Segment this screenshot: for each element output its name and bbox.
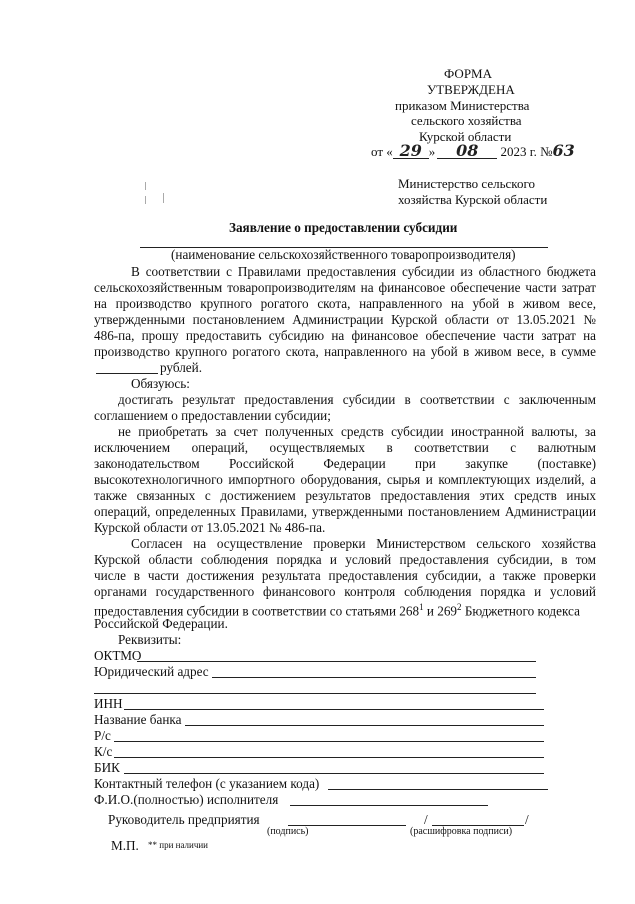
p2-line-1: достигать результат предоставления субсидии в соответствии с заключенным <box>118 392 596 407</box>
sum-blank-line <box>96 373 158 374</box>
p4-line-5: предоставления субсидии в соответствии со статьями $268^1$ и $269^2$ Бюджетного кодекса <box>94 602 580 619</box>
p4-line-3: числе в части достижения результата предоставления субсидии, а также проверки <box>94 568 596 583</box>
p3-line-7: Курской области от 13.05.2021 № 486-па. <box>94 520 326 535</box>
date-day: 29 <box>393 144 429 159</box>
inn-field[interactable] <box>124 709 544 710</box>
seal-note: ** при наличии <box>148 840 208 850</box>
seal-label: М.П. <box>111 838 139 853</box>
date-month: 08 <box>437 144 497 159</box>
order-line-2: сельского хозяйства <box>411 113 522 128</box>
bik-field[interactable] <box>124 773 544 774</box>
scan-mark <box>163 193 164 203</box>
p3-line-6: операций, определенных Правилами, утвержденными постановлением Администрации <box>94 504 596 519</box>
p1-line-2: сельскохозяйственным товаропроизводителям на финансовое обеспечение части затрат <box>94 280 596 295</box>
p3-line-4: высокотехнологичного импортного оборудования, сырья и комплектующих изделий, а <box>94 472 596 487</box>
head-label: Руководитель предприятия <box>108 812 260 827</box>
obligations-label: Обязуюсь: <box>131 376 190 391</box>
legal-address-field-2[interactable] <box>94 693 536 694</box>
scan-mark <box>145 196 146 204</box>
p3-line-5: также связанных с достижением результатов предоставления этих средств иных <box>94 488 596 503</box>
p4-line-2: Курской области соблюдения порядка и условий предоставления субсидии, в том <box>94 552 596 567</box>
sign-caption: (подпись) <box>267 826 309 837</box>
slash-1: / <box>424 812 428 827</box>
ks-label: К/с <box>94 744 113 759</box>
order-number: 63 <box>552 141 575 160</box>
addressee-line-1: Министерство сельского <box>398 176 535 191</box>
order-date-line <box>371 141 575 160</box>
bank-name-label: Название банка <box>94 712 182 727</box>
order-line-1: приказом Министерства <box>395 98 530 113</box>
form-label: ФОРМА <box>444 66 492 81</box>
decode-caption: (расшифровка подписи) <box>410 826 513 837</box>
p2-line-2: соглашением о предоставлении субсидии; <box>94 408 331 423</box>
rs-field[interactable] <box>114 741 544 742</box>
phone-label: Контактный телефон (с указанием кода) <box>94 776 320 791</box>
addressee-line-2: хозяйства Курской области <box>398 192 548 207</box>
producer-caption: (наименование сельскохозяйственного товаропроизводителя) <box>171 247 516 262</box>
p3-line-1: не приобретать за счет полученных средств субсидии иностранной валюты, за <box>118 424 596 439</box>
p4-and: и 269 <box>426 603 458 619</box>
order-line-3: Курской области <box>419 129 512 144</box>
date-year: 2023 г. № <box>500 144 553 159</box>
oktmo-label: ОКТМО <box>94 648 142 663</box>
sup-1: 1 <box>419 602 424 612</box>
executor-label: Ф.И.О.(полностью) исполнителя <box>94 792 279 807</box>
bik-label: БИК <box>94 760 120 775</box>
executor-field[interactable] <box>290 805 488 806</box>
document-title: Заявление о предоставлении субсидии <box>229 220 458 235</box>
legal-address-field[interactable] <box>212 677 536 678</box>
p1-line-1: В соответствии с Правилами предоставления субсидии из областного бюджета <box>131 264 596 279</box>
requisites-title: Реквизиты: <box>118 632 182 647</box>
ks-field[interactable] <box>114 757 544 758</box>
phone-field[interactable] <box>328 789 548 790</box>
p3-line-2: исключением операций, осуществляемых в соответствии с валютным <box>94 440 596 455</box>
oktmo-field[interactable] <box>137 661 536 662</box>
sum-suffix: рублей. <box>160 360 203 375</box>
p1-line-3: на производство крупного рогатого скота, направленного на убой в живом весе, <box>94 296 596 311</box>
p1-line-4: утвержденными постановлением Администрации Курской области от 13.05.2021 № <box>94 312 596 327</box>
slash-2: / <box>525 812 529 827</box>
p4-line-4: органами государственного финансового контроля соблюдения порядка и условий <box>94 584 596 599</box>
p1-line-5: 486-па, прошу предоставить субсидию на финансовое обеспечение части затрат на <box>94 328 596 343</box>
p4-line-6: Российской Федерации. <box>94 616 228 631</box>
date-mid: » <box>428 144 436 159</box>
bank-name-field[interactable] <box>185 725 544 726</box>
p1-line-6: производство крупного рогатого скота, направленного на убой в живом весе, в сумме <box>94 344 596 359</box>
scan-mark <box>145 182 146 190</box>
approved-label: УТВЕРЖДЕНА <box>427 82 515 97</box>
sup-2: 2 <box>457 602 462 612</box>
p4-line-1: Согласен на осуществление проверки Министерством сельского хозяйства <box>131 536 596 551</box>
p3-line-3: законодательством Российской Федерации при закупке (поставке) <box>94 456 596 471</box>
legal-address-label: Юридический адрес <box>94 664 209 679</box>
inn-label: ИНН <box>94 696 123 711</box>
date-prefix: от « <box>371 144 393 159</box>
p4-tail: Бюджетного кодекса <box>464 603 580 619</box>
rs-label: Р/с <box>94 728 111 743</box>
